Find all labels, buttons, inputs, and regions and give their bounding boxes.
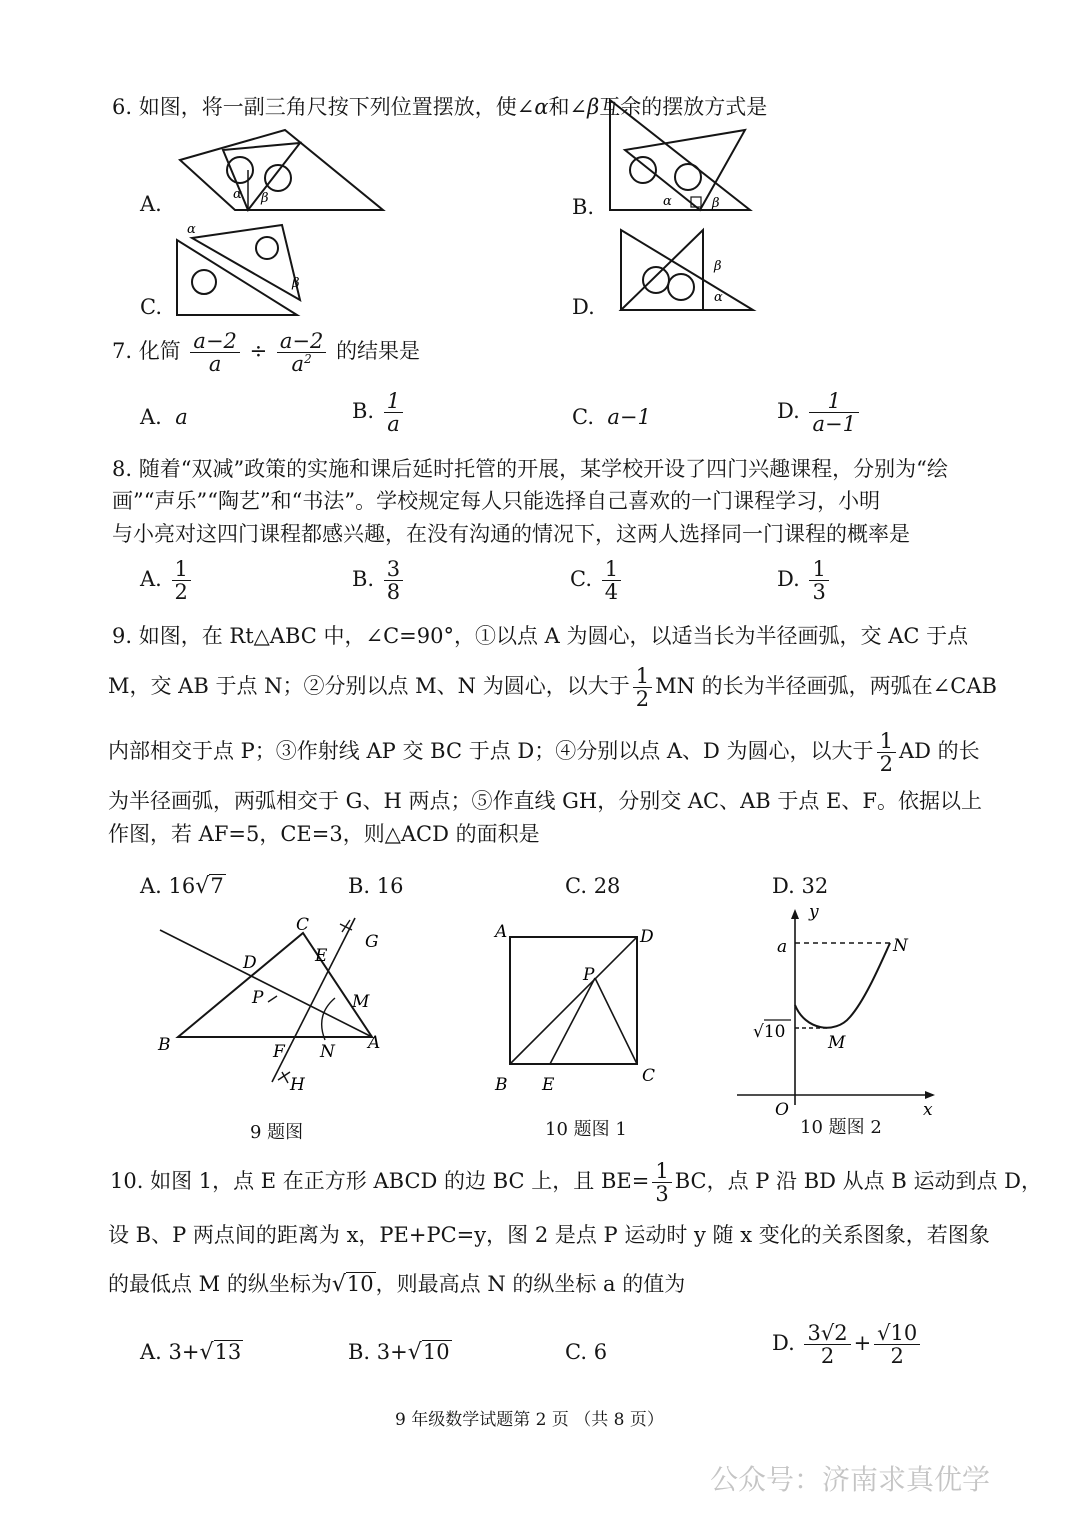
- q9-line-4: 为半径画弧，两弧相交于 G、H 两点；⑤作直线 GH，分别交 AC、AB 于点 E、F。依据以上: [108, 789, 982, 813]
- q10-line-1: 10. 如图 1，点 E 在正方形 ABCD 的边 BC 上，且 BE= $\frac{1}{3}$ BC，点 P 沿 BD 从点 B 运动到点 D，: [110, 1159, 1042, 1207]
- q7-option-b: B. $\frac{1}{a}$: [352, 390, 406, 435]
- svg-text:C: C: [642, 1066, 656, 1086]
- svg-text:β: β: [292, 276, 300, 291]
- figure-10-2-caption: 10 题图 2: [800, 1117, 882, 1138]
- q10-line-3: 的最低点 M 的纵坐标为√10，则最高点 N 的纵坐标 a 的值为: [108, 1272, 686, 1297]
- q6-option-b-label: B.: [572, 195, 595, 219]
- q7-option-a: A. a: [140, 405, 188, 429]
- q7-option-d: D. $\frac{1}{a-1}$: [777, 390, 862, 435]
- svg-text:y: y: [809, 905, 819, 922]
- q8-line-1: 8. 随着“双减”政策的实施和课后延时托管的开展，某学校开设了四门兴趣课程，分别为“绘: [112, 457, 948, 481]
- q9-line-3: 内部相交于点 P；③作射线 AP 交 BC 于点 D；④分别以点 A、D 为圆心，以大于 $\frac{1}{2}$ AD 的长: [108, 729, 980, 777]
- q9-option-c: C. 28: [565, 874, 621, 898]
- q9-option-d: D. 32: [772, 874, 829, 898]
- q10-option-c: C. 6: [565, 1340, 608, 1364]
- q8-option-a: A. $\frac{1}{2}$: [140, 558, 194, 603]
- q10-option-b: B. 3+√10: [348, 1340, 450, 1365]
- q6-option-c-label: C.: [140, 295, 162, 319]
- q8-option-d: D. $\frac{1}{3}$: [777, 558, 832, 603]
- svg-text:O: O: [775, 1100, 789, 1115]
- q6-option-a-label: A.: [140, 192, 162, 216]
- svg-text:a: a: [777, 937, 788, 957]
- svg-text:D: D: [640, 927, 654, 947]
- q6-figure-c: [172, 220, 307, 320]
- svg-text:B: B: [495, 1075, 508, 1095]
- q10-option-d: D. $\frac{3√2}{2}$ + $\frac{√10}{2}$: [772, 1322, 923, 1367]
- q7-stem: 7. 化简 $\frac{a-2}{a}$ ÷ $\frac{a-2}{a^2}$ 的结果是: [112, 329, 421, 377]
- svg-text:A: A: [495, 922, 508, 942]
- q6-figure-b: [605, 95, 755, 215]
- figure-10-2: [735, 905, 940, 1115]
- svg-text:N: N: [320, 1042, 335, 1062]
- q7-option-c: C. a−1: [572, 405, 651, 429]
- svg-text:α: α: [187, 222, 196, 237]
- svg-text:β: β: [712, 196, 720, 211]
- q9-line-2: M，交 AB 于点 N；②分别以点 M、N 为圆心，以大于 $\frac{1}{2}$ MN 的长为半径画弧，两弧在∠CAB: [108, 664, 997, 712]
- q8-option-c: C. $\frac{1}{4}$: [570, 558, 624, 603]
- q6-figure-a: [175, 125, 390, 220]
- svg-text:β: β: [261, 191, 269, 206]
- figure-9-caption: 9 题图: [250, 1122, 304, 1143]
- svg-text:E: E: [315, 946, 328, 966]
- q9-line-1: 9. 如图，在 Rt△ABC 中，∠C=90°，①以点 A 为圆心，以适当长为半径画弧，交 AC 于点: [112, 624, 969, 648]
- svg-text:G: G: [365, 932, 379, 952]
- q10-option-a: A. 3+√13: [140, 1340, 242, 1365]
- svg-text:β: β: [714, 259, 722, 274]
- svg-text:α: α: [714, 290, 723, 305]
- q9-option-a: A. 16√7: [140, 874, 224, 899]
- q8-option-b: B. $\frac{3}{8}$: [352, 558, 406, 603]
- svg-text:α: α: [233, 187, 242, 202]
- figure-10-1-caption: 10 题图 1: [545, 1119, 627, 1140]
- svg-text:M: M: [352, 992, 370, 1012]
- q9-line-5: 作图，若 AF=5，CE=3，则△ACD 的面积是: [108, 822, 540, 846]
- page-footer: 9 年级数学试题第 2 页 （共 8 页）: [395, 1410, 664, 1430]
- svg-text:√10: √10: [753, 1022, 786, 1042]
- svg-text:x: x: [923, 1100, 933, 1115]
- svg-text:N: N: [893, 936, 908, 956]
- figure-10-1: [490, 915, 665, 1100]
- svg-text:P: P: [583, 965, 595, 985]
- svg-text:H: H: [290, 1075, 305, 1095]
- svg-text:B: B: [158, 1035, 171, 1055]
- q6-figure-d: [618, 225, 758, 315]
- q10-line-2: 设 B、P 两点间的距离为 x，PE+PC=y，图 2 是点 P 运动时 y 随 x 变化的关系图象，若图象: [108, 1223, 990, 1247]
- svg-text:F: F: [273, 1042, 285, 1062]
- svg-text:D: D: [243, 953, 257, 973]
- q8-line-3: 与小亮对这四门课程都感兴趣，在没有沟通的情况下，这两人选择同一门课程的概率是: [112, 522, 910, 546]
- q6-stem: 6. 如图，将一副三角尺按下列位置摆放，使∠α和∠β互余的摆放方式是: [112, 95, 768, 119]
- q8-line-2: 画”“声乐”“陶艺”和“书法”。学校规定每人只能选择自己喜欢的一门课程学习，小明: [112, 489, 881, 513]
- q6-option-d-label: D.: [572, 295, 595, 319]
- svg-text:C: C: [296, 915, 310, 935]
- svg-text:A: A: [368, 1033, 381, 1053]
- watermark: 公众号：济南求真优学: [710, 1463, 991, 1496]
- figure-9: [150, 910, 400, 1100]
- q9-option-b: B. 16: [348, 874, 404, 898]
- svg-text:M: M: [828, 1033, 846, 1053]
- svg-text:E: E: [542, 1075, 555, 1095]
- svg-text:α: α: [663, 194, 672, 209]
- svg-text:P: P: [252, 988, 264, 1008]
